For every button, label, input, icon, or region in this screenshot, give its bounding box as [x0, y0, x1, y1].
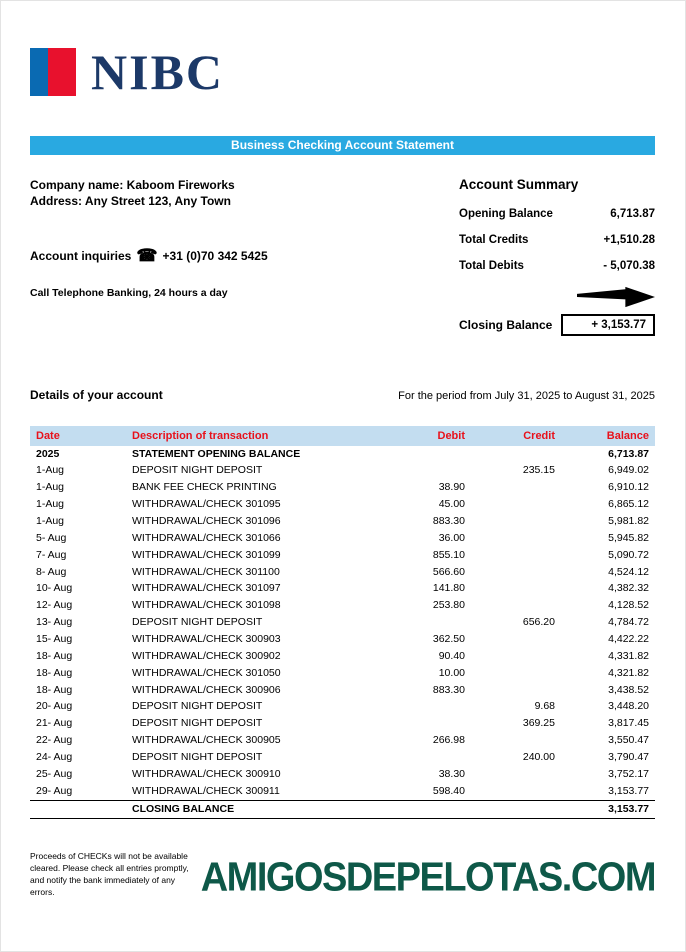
cell-description: WITHDRAWAL/CHECK 301097 [132, 582, 281, 595]
cell-date: 8- Aug [36, 565, 67, 578]
cell-debit [379, 463, 471, 480]
closing-balance-label: Closing Balance [459, 318, 553, 332]
table-row [30, 598, 655, 615]
cell-credit [471, 598, 561, 615]
cell-date: 18- Aug [36, 666, 73, 679]
cell-description: CLOSING BALANCE [126, 801, 379, 819]
cell-balance: 3,817.45 [608, 717, 649, 730]
cell-debit [379, 801, 471, 819]
table-row [30, 581, 655, 598]
phone-number: +31 (0)70 342 5425 [162, 249, 268, 264]
details-heading: Details of your account [30, 388, 163, 402]
table-row [30, 631, 655, 648]
cell-debit: 45.00 [438, 498, 465, 511]
summary-rows [459, 208, 655, 272]
cell-balance: 3,153.77 [561, 801, 655, 819]
cell-balance: 4,784.72 [608, 616, 649, 629]
table-row [30, 463, 655, 480]
cell-description: WITHDRAWAL/CHECK 300906 [132, 683, 281, 696]
cell-description: WITHDRAWAL/CHECK 300911 [132, 784, 280, 797]
company-info [30, 177, 459, 336]
table-row [30, 665, 655, 682]
cell-debit: 38.90 [438, 481, 465, 494]
cell-description: WITHDRAWAL/CHECK 300905 [132, 734, 281, 747]
table-row [30, 749, 655, 766]
table-row [30, 766, 655, 783]
cell-debit: 855.10 [432, 548, 465, 561]
cell-balance: 3,448.20 [608, 700, 649, 713]
cell-date: 13- Aug [36, 616, 73, 629]
summary-value: - 5,070.38 [603, 260, 655, 272]
account-summary [459, 177, 655, 336]
cell-credit [471, 665, 561, 682]
cell-debit: 141.80 [432, 582, 465, 595]
cell-date: 1-Aug [36, 464, 65, 477]
cell-date [30, 801, 126, 819]
table-header-row [30, 426, 655, 446]
summary-value: +1,510.28 [603, 234, 655, 246]
transactions-table [30, 426, 655, 819]
cell-description: WITHDRAWAL/CHECK 301098 [132, 599, 281, 612]
cell-date: 1-Aug [36, 514, 65, 527]
cell-credit: 369.25 [522, 717, 555, 730]
cell-balance: 3,790.47 [608, 750, 649, 763]
cell-debit [379, 716, 471, 733]
summary-title: Account Summary [459, 177, 579, 192]
cell-balance: 4,321.82 [608, 666, 649, 679]
cell-description: WITHDRAWAL/CHECK 301066 [132, 531, 281, 544]
cell-description: DEPOSIT NIGHT DEPOSIT [132, 616, 263, 629]
telephone-icon: ☎ [136, 246, 158, 266]
cell-balance: 5,090.72 [608, 548, 649, 561]
cell-debit: 598.40 [432, 784, 465, 797]
flag-red-bar [48, 48, 76, 96]
cell-date: 22- Aug [36, 734, 73, 747]
disclaimer-text: Proceeds of CHECKs will not be available cleared. Please check all entries promptly, and notify the bank immediately of any errors. [30, 850, 189, 897]
company-name-line: Company name: Kaboom Fireworks [30, 178, 235, 192]
cell-debit: 38.30 [438, 767, 465, 780]
cell-balance: 3,153.77 [608, 784, 649, 797]
cell-balance: 4,382.32 [608, 582, 649, 595]
cell-date: 24- Aug [36, 750, 73, 763]
cell-date: 7- Aug [36, 548, 67, 561]
cell-credit [471, 631, 561, 648]
cell-debit: 36.00 [438, 531, 465, 544]
cell-debit: 883.30 [432, 514, 465, 527]
cell-credit [471, 682, 561, 699]
cell-balance: 3,752.17 [608, 767, 649, 780]
table-row [30, 513, 655, 530]
cell-credit [471, 513, 561, 530]
table-row [30, 446, 655, 463]
table-row [30, 648, 655, 665]
table-row [30, 564, 655, 581]
brand-wordmark: NIBC [91, 44, 225, 100]
cell-date: 18- Aug [36, 649, 73, 662]
cell-date: 25- Aug [36, 767, 73, 780]
cell-date: 2025 [36, 447, 60, 460]
cell-credit [471, 497, 561, 514]
cell-credit [471, 530, 561, 547]
table-row [30, 682, 655, 699]
table-header [30, 426, 655, 446]
cell-description: WITHDRAWAL/CHECK 300910 [132, 767, 281, 780]
table-row [30, 615, 655, 632]
header-debit: Debit [379, 426, 471, 446]
cell-description: WITHDRAWAL/CHECK 301095 [132, 498, 281, 511]
cell-debit [379, 615, 471, 632]
cell-debit: 10.00 [438, 666, 465, 679]
cell-balance: 4,331.82 [608, 649, 649, 662]
cell-debit: 90.40 [438, 649, 465, 662]
cell-date: 5- Aug [36, 531, 67, 544]
cell-balance: 6,713.87 [608, 447, 649, 460]
summary-label: Opening Balance [459, 208, 553, 220]
cell-balance: 6,865.12 [608, 498, 649, 511]
table-row [30, 547, 655, 564]
watermark-text: AMIGOSDEPELOTAS.COM [200, 855, 655, 901]
cell-balance: 6,949.02 [608, 464, 649, 477]
cell-description: WITHDRAWAL/CHECK 301050 [132, 666, 281, 679]
cell-description: DEPOSIT NIGHT DEPOSIT [132, 750, 263, 763]
cell-balance: 4,524.12 [608, 565, 649, 578]
cell-date: 20- Aug [36, 700, 73, 713]
cell-description: WITHDRAWAL/CHECK 300902 [132, 649, 281, 662]
nibc-flag-icon [30, 48, 76, 96]
cell-description: BANK FEE CHECK PRINTING [132, 481, 277, 494]
summary-row [459, 234, 655, 246]
summary-label: Total Debits [459, 260, 524, 272]
closing-balance-row [459, 314, 655, 336]
account-inquiries-line [30, 246, 439, 266]
balance-arrow-icon [459, 286, 655, 308]
cell-credit [471, 581, 561, 598]
cell-date: 10- Aug [36, 582, 73, 595]
header-date: Date [30, 426, 126, 446]
cell-debit: 266.98 [432, 734, 465, 747]
footer [30, 851, 655, 899]
transactions-tbody [30, 446, 655, 818]
cell-debit: 253.80 [432, 599, 465, 612]
table-row [30, 530, 655, 547]
cell-credit: 9.68 [534, 700, 555, 713]
cell-date: 1-Aug [36, 498, 65, 511]
table-row [30, 497, 655, 514]
table-row [30, 733, 655, 750]
cell-date: 15- Aug [36, 632, 73, 645]
details-row [30, 388, 655, 402]
statement-period: For the period from July 31, 2025 to August 31, 2025 [398, 390, 655, 402]
cell-description: WITHDRAWAL/CHECK 300903 [132, 632, 281, 645]
cell-date: 1-Aug [36, 481, 65, 494]
summary-value: 6,713.87 [610, 208, 655, 220]
cell-description: WITHDRAWAL/CHECK 301099 [132, 548, 281, 561]
header-balance: Balance [561, 426, 655, 446]
cell-credit [471, 801, 561, 819]
summary-row [459, 260, 655, 272]
cell-credit [471, 547, 561, 564]
table-row [30, 783, 655, 800]
header [30, 46, 655, 98]
cell-description: WITHDRAWAL/CHECK 301096 [132, 514, 281, 527]
cell-balance: 4,422.22 [608, 632, 649, 645]
inquiries-label: Account inquiries [30, 249, 132, 264]
cell-debit: 362.50 [432, 632, 465, 645]
cell-credit [471, 446, 561, 463]
info-section [30, 177, 655, 336]
cell-date: 29- Aug [36, 784, 73, 797]
cell-description: WITHDRAWAL/CHECK 301100 [132, 565, 280, 578]
cell-credit [471, 783, 561, 800]
cell-credit: 235.15 [522, 464, 555, 477]
cell-credit [471, 766, 561, 783]
cell-debit: 566.60 [432, 565, 465, 578]
cell-balance: 5,945.82 [608, 531, 649, 544]
cell-date: 21- Aug [36, 717, 73, 730]
cell-credit: 240.00 [522, 750, 555, 763]
telephone-banking-note: Call Telephone Banking, 24 hours a day [30, 287, 228, 300]
cell-description: DEPOSIT NIGHT DEPOSIT [132, 464, 263, 477]
table-row [30, 699, 655, 716]
cell-debit [379, 446, 471, 463]
cell-date: 18- Aug [36, 683, 73, 696]
cell-debit [379, 699, 471, 716]
cell-credit [471, 648, 561, 665]
flag-blue-bar [30, 48, 48, 96]
cell-credit [471, 564, 561, 581]
cell-credit [471, 733, 561, 750]
cell-balance: 4,128.52 [608, 599, 649, 612]
table-row [30, 716, 655, 733]
cell-balance: 5,981.82 [608, 514, 649, 527]
closing-balance-value: + 3,153.77 [561, 314, 655, 336]
cell-description: DEPOSIT NIGHT DEPOSIT [132, 700, 263, 713]
header-credit: Credit [471, 426, 561, 446]
cell-description: STATEMENT OPENING BALANCE [132, 447, 301, 460]
cell-description: DEPOSIT NIGHT DEPOSIT [132, 717, 263, 730]
table-row [30, 801, 655, 819]
statement-title-banner: Business Checking Account Statement [30, 136, 655, 155]
summary-label: Total Credits [459, 234, 529, 246]
cell-date: 12- Aug [36, 599, 73, 612]
table-row [30, 480, 655, 497]
cell-balance: 6,910.12 [608, 481, 649, 494]
cell-debit: 883.30 [432, 683, 465, 696]
company-address-line: Address: Any Street 123, Any Town [30, 194, 231, 209]
cell-balance: 3,550.47 [608, 734, 649, 747]
cell-credit: 656.20 [522, 616, 555, 629]
cell-debit [379, 749, 471, 766]
cell-balance: 3,438.52 [608, 683, 649, 696]
header-description: Description of transaction [126, 426, 379, 446]
cell-credit [471, 480, 561, 497]
summary-row [459, 208, 655, 220]
